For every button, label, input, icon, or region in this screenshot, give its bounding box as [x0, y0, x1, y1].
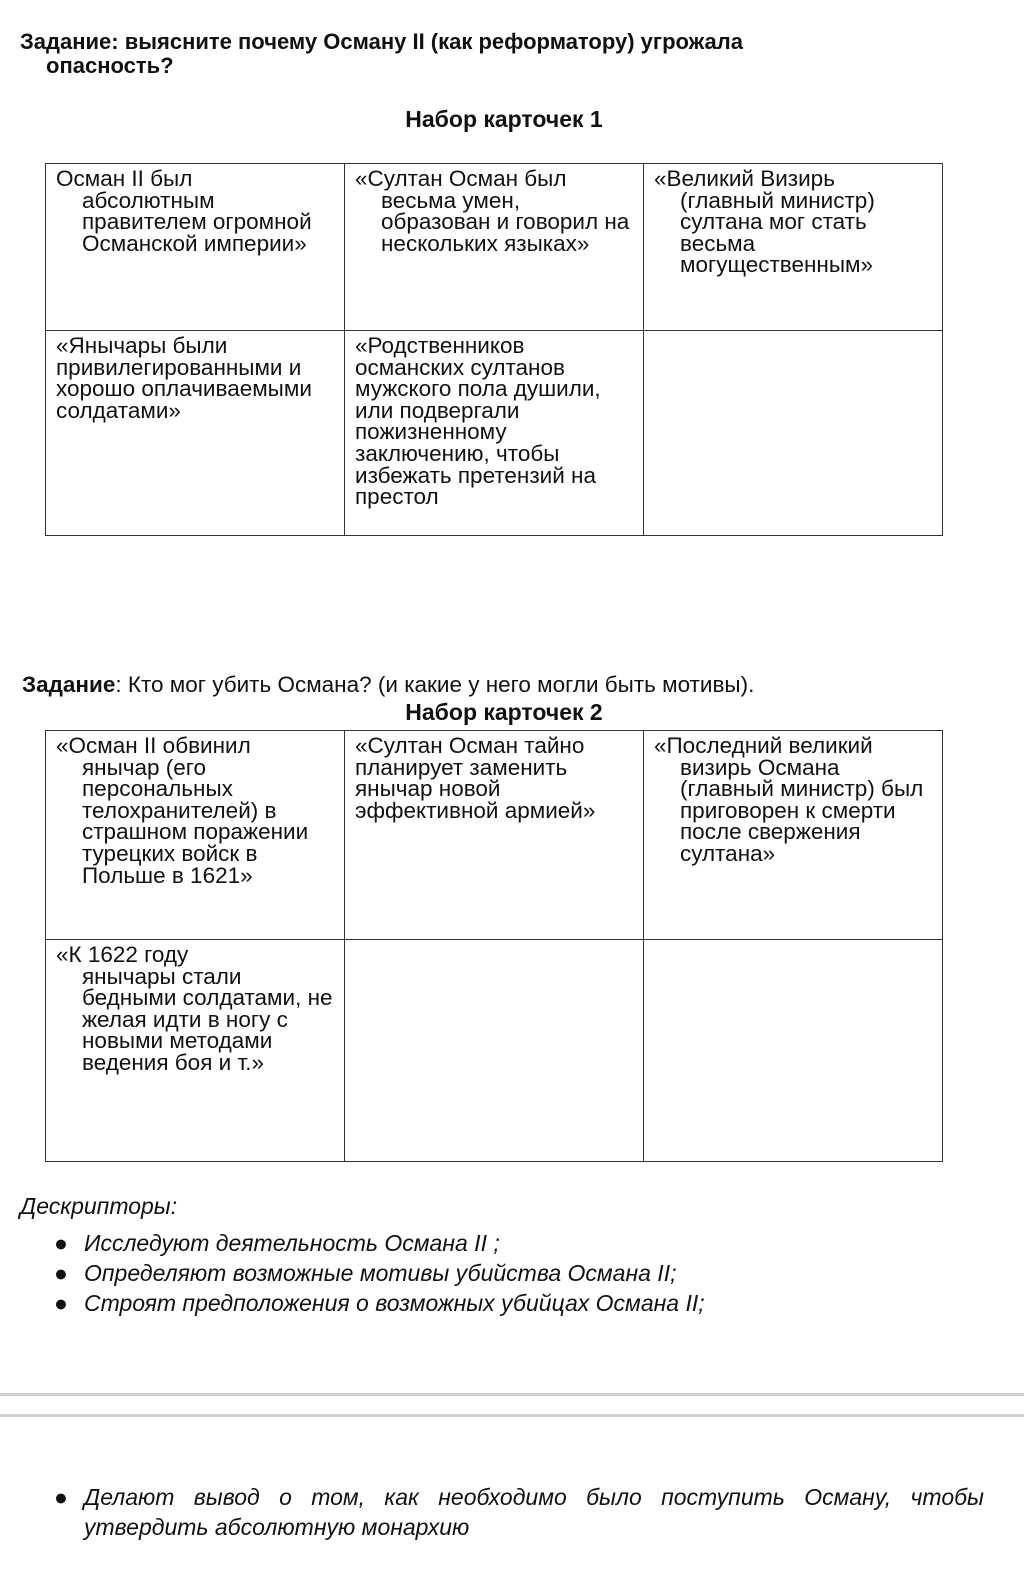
bullet-icon: ● [54, 1260, 68, 1286]
card: Осман II был абсолютным правителем огромной Османской империи» [46, 164, 345, 331]
card-empty [644, 331, 943, 536]
card: «Янычары были привилегированными и хорошо оплачиваемыми солдатами» [46, 331, 345, 536]
card: «Великий Визирь (главный министр) султана мог стать весьма могущественным» [644, 164, 943, 331]
page-divider [0, 1414, 1024, 1417]
card: «Султан Осман был весьма умен, образован и говорил на нескольких языках» [345, 164, 644, 331]
bullet-icon: ● [54, 1484, 68, 1510]
card-set-1-title: Набор карточек 1 [405, 106, 603, 132]
card-row [46, 331, 943, 536]
card-row [46, 731, 943, 940]
list-item: ● Исследуют деятельность Османа II ; [54, 1230, 500, 1256]
card-empty [345, 940, 644, 1162]
list-item: ● Определяют возможные мотивы убийства Османа II; [54, 1260, 677, 1286]
card-set-2-title: Набор карточек 2 [405, 699, 603, 725]
bullet-icon: ● [54, 1290, 68, 1316]
card-row [46, 940, 943, 1162]
list-item: ● Делают вывод о том, как необходимо было поступить Осману, чтобы утвердить абсолютную монархию [54, 1484, 984, 1540]
card: «Осман II обвинил янычар (его персональных телохранителей) в страшном поражении турецких войск в Польше в 1621» [46, 731, 345, 940]
task-1-line-1: Задание: выясните почему Осману II (как реформатору) угрожала [20, 29, 743, 54]
card: «Султан Осман тайно планирует заменить янычар новой эффективной армией» [345, 731, 644, 940]
list-item: ● Строят предположения о возможных убийцах Османа II; [54, 1290, 705, 1316]
task-2-heading [22, 672, 982, 698]
card: «К 1622 году янычары стали бедными солдатами, не желая идти в ногу с новыми методами ведения боя и т.» [46, 940, 345, 1162]
card-row [46, 164, 943, 331]
card-set-1-table [45, 163, 943, 536]
task-1-heading [20, 30, 900, 78]
descriptors-list-continued [0, 1482, 984, 1542]
task-1-line-2: опасность? [46, 53, 174, 78]
task-2-label: Задание [22, 672, 116, 697]
descriptors-list [0, 1228, 705, 1318]
descriptors-title: Дескрипторы: [20, 1193, 178, 1219]
page-divider [0, 1393, 1024, 1396]
bullet-icon: ● [54, 1230, 68, 1256]
card: «Родственников османских султанов мужского пола душили, или подвергали пожизненному заключению, чтобы избежать претензий на престол [345, 331, 644, 536]
card: «Последний великий визирь Османа (главный министр) был приговорен к смерти после свержения султана» [644, 731, 943, 940]
card-set-2-table [45, 730, 943, 1162]
task-2-text: : Кто мог убить Османа? (и какие у него могли быть мотивы). [115, 672, 755, 697]
card-empty [644, 940, 943, 1162]
